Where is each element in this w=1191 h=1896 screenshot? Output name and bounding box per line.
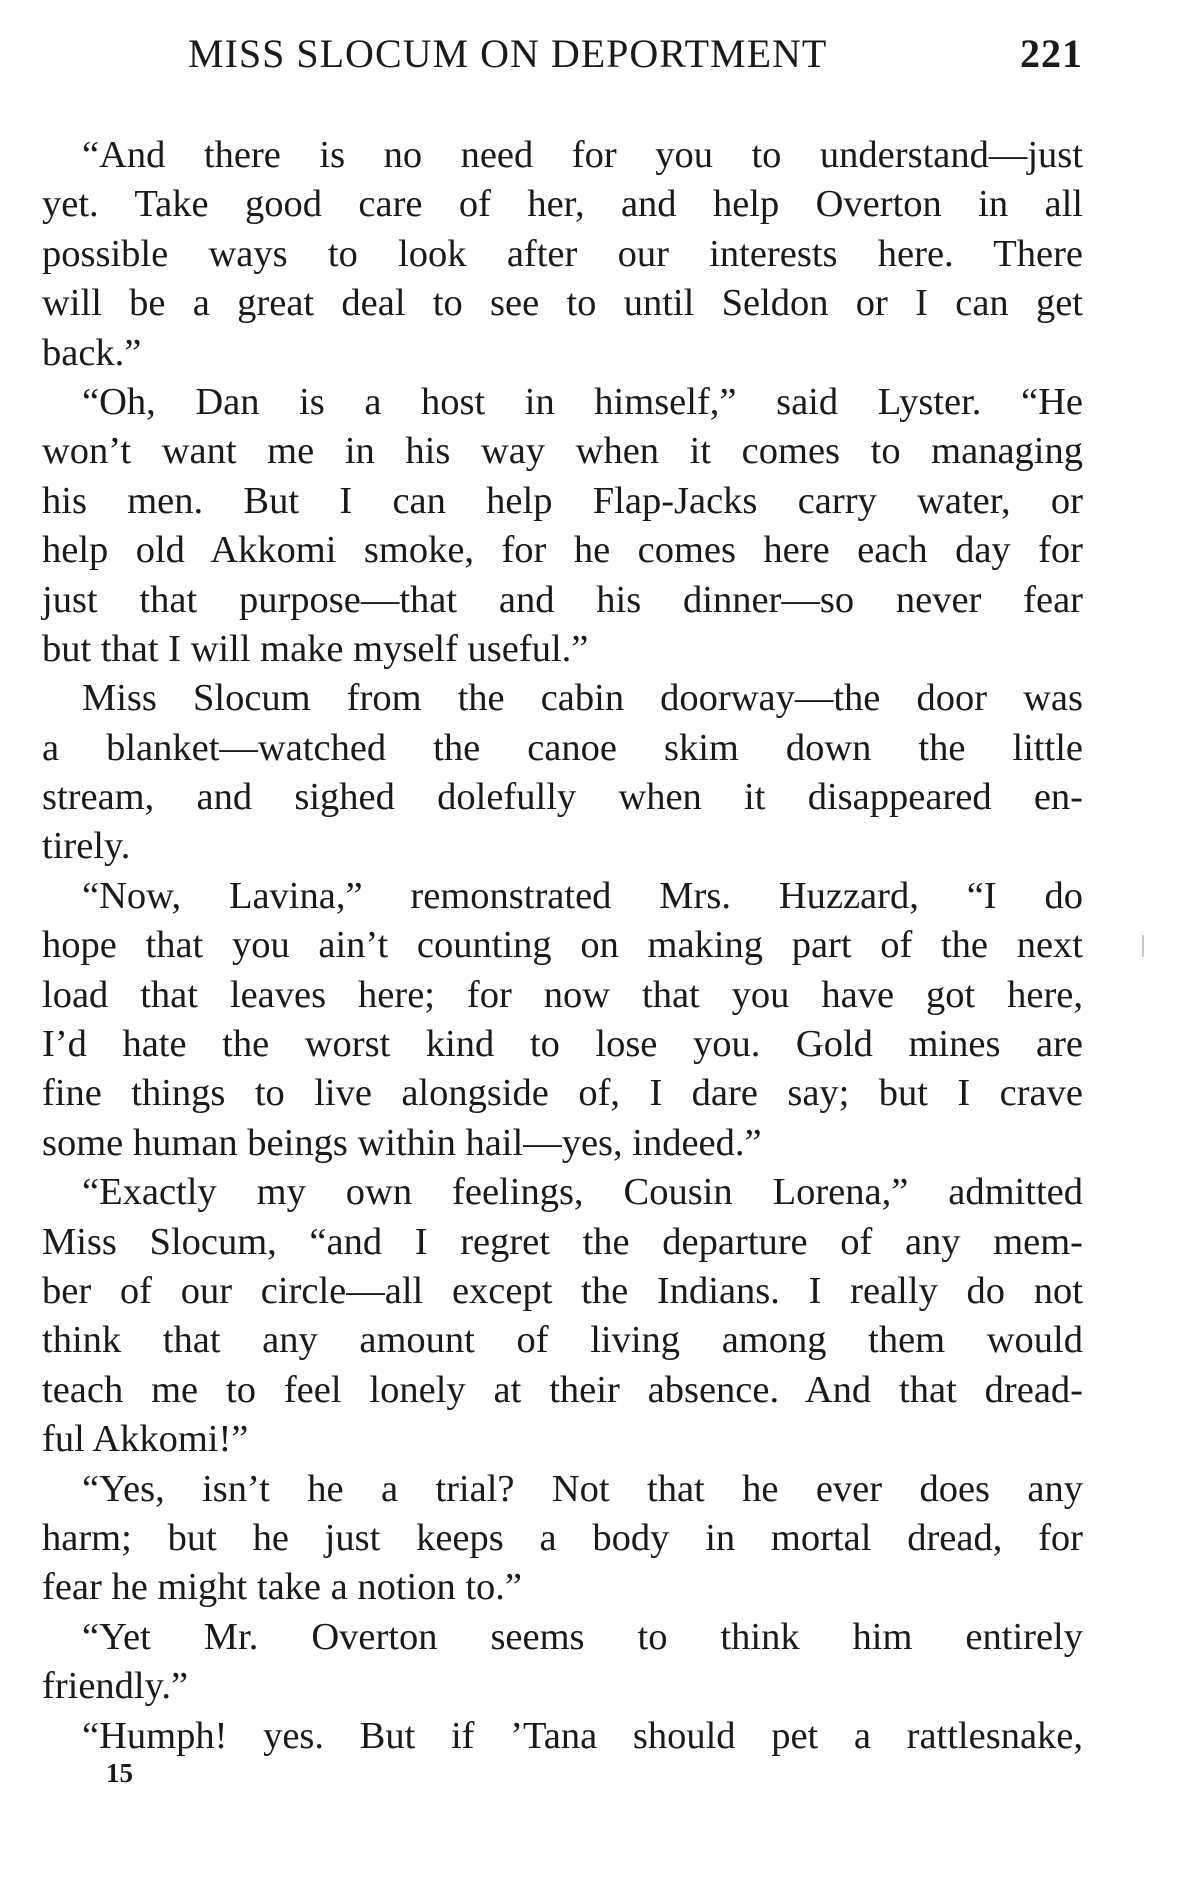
text-line: won’t want me in his way when it comes to managing <box>42 430 1083 473</box>
running-head <box>188 30 1083 90</box>
text-line: a blanket—watched the canoe skim down the little <box>42 726 1083 769</box>
text-line: “Oh, Dan is a host in himself,” said Lyster. “He <box>82 380 1083 423</box>
text-line: fear he might take a notion to.” <box>42 1566 523 1609</box>
text-line: yet. Take good care of her, and help Overton in all <box>42 183 1083 226</box>
text-line: “Now, Lavina,” remonstrated Mrs. Huzzard, “I do <box>82 874 1083 917</box>
text-line: will be a great deal to see to until Seldon or I can get <box>42 282 1083 325</box>
text-line: think that any amount of living among them would <box>42 1319 1083 1362</box>
text-line: harm; but he just keeps a body in mortal dread, for <box>42 1516 1083 1559</box>
text-line: fine things to live alongside of, I dare say; but I crave <box>42 1072 1083 1115</box>
text-line: possible ways to look after our interests here. There <box>42 232 1083 275</box>
text-line: help old Akkomi smoke, for he comes here each day for <box>42 529 1083 572</box>
text-line: his men. But I can help Flap-Jacks carry water, or <box>42 479 1083 522</box>
text-line: “Humph! yes. But if ’Tana should pet a rattlesnake, <box>82 1714 1083 1757</box>
paper-speck <box>1142 935 1144 957</box>
signature-mark: 15 <box>106 1758 133 1788</box>
text-line: hope that you ain’t counting on making part of the next <box>42 924 1083 967</box>
text-line: but that I will make myself useful.” <box>42 627 589 670</box>
text-line: tirely. <box>42 825 131 868</box>
text-line: ber of our circle—all except the Indians. I really do not <box>42 1269 1083 1312</box>
text-line: load that leaves here; for now that you have got here, <box>42 973 1083 1016</box>
text-line: Miss Slocum, “and I regret the departure of any mem- <box>42 1220 1083 1263</box>
text-line: “Yet Mr. Overton seems to think him entirely <box>82 1615 1083 1658</box>
text-line: ful Akkomi!” <box>42 1418 249 1461</box>
page-number: 221 <box>1020 31 1083 76</box>
body-text <box>42 131 1083 1761</box>
text-line: “Exactly my own feelings, Cousin Lorena,” admitted <box>82 1171 1083 1214</box>
text-line: some human beings within hail—yes, indeed.” <box>42 1121 762 1164</box>
text-line: just that purpose—that and his dinner—so never fear <box>42 578 1083 621</box>
text-line: friendly.” <box>42 1665 189 1708</box>
text-line: I’d hate the worst kind to lose you. Gold mines are <box>42 1023 1083 1066</box>
text-line: “Yes, isn’t he a trial? Not that he ever does any <box>82 1467 1083 1510</box>
text-line: teach me to feel lonely at their absence. And that dread- <box>42 1368 1083 1411</box>
text-line: Miss Slocum from the cabin doorway—the door was <box>82 677 1083 720</box>
running-title: MISS SLOCUM ON DEPORTMENT <box>188 31 828 76</box>
text-line: back.” <box>42 331 142 374</box>
text-line: “And there is no need for you to understand—just <box>82 134 1083 176</box>
text-line: stream, and sighed dolefully when it disappeared en- <box>42 776 1083 819</box>
